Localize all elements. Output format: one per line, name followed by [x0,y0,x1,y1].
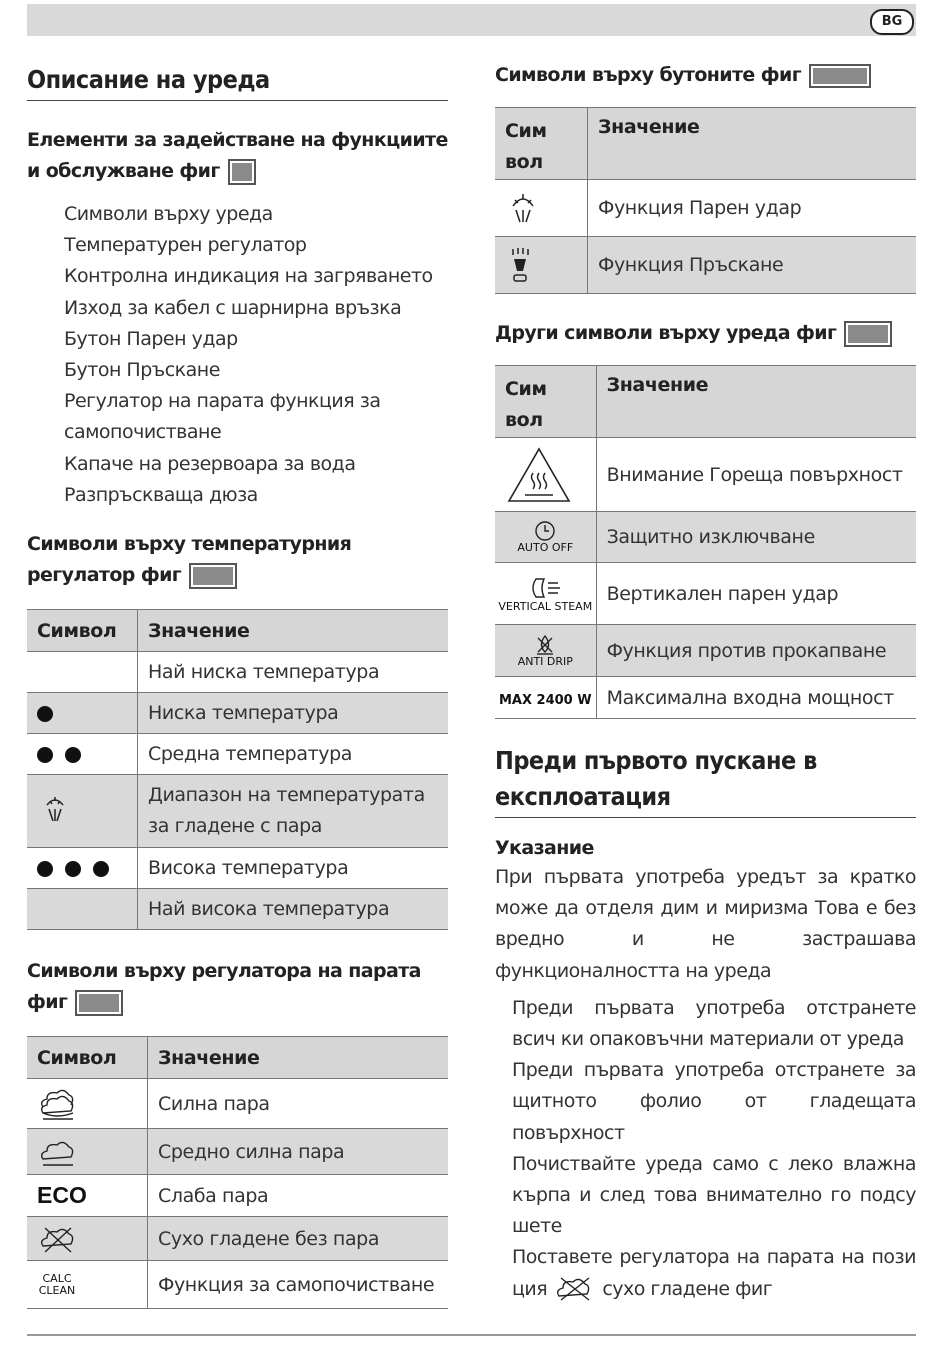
table-row [27,1079,448,1129]
symbol-cell [27,1079,148,1129]
column-header-meaning: Значение [596,366,916,438]
dot-icon [93,861,109,877]
language-badge: BG [870,9,914,35]
list-item: Символи върху уреда [64,203,273,225]
table-row [495,512,916,563]
table-row [495,677,916,719]
meaning-cell: Най ниска температура [138,652,449,693]
footer-rule [27,1334,916,1336]
meaning-cell: Функция против прокапване [596,625,916,677]
buttons-heading: Символи върху бутоните фиг [495,60,916,91]
steps-list [512,993,916,1305]
max-power-label: MAX 2400 W [499,692,592,708]
list-item: Преди първата употреба отстранете всич ки опаковъчни материали от уреда [512,996,916,1051]
list-item: Бутон Парен удар [64,327,238,350]
other-symbol-table [495,365,916,719]
list-item: Регулатор на парата функция за самопочистване [64,390,381,444]
table-row [27,1217,448,1261]
symbol-cell [495,180,588,237]
table-row [27,1261,448,1309]
symbol-cell [495,677,596,719]
note-text: При първата употреба уредът за кратко може да отделя дим и миризма Това е без вредно и не застрашава функционалността на уреда [495,866,916,982]
temp-symbol-table [27,609,448,930]
dot-icon [65,861,81,877]
spray-icon [505,245,535,285]
note-heading: Указание [495,837,594,859]
controls-heading-block [27,125,448,187]
column-header-symbol: Символ [27,610,138,652]
medium-steam-icon [37,1137,77,1167]
list-item: Преди първата употреба отстранете за щитното фолио от гладещата повърхност [512,1059,916,1144]
symbol-cell [495,237,588,294]
column-header-meaning: Значение [138,610,449,652]
figure-ref-box [189,563,237,589]
auto-off-label: AUTO OFF [517,541,574,554]
symbol-cell [27,693,138,734]
meaning-cell: Функция Пръскане [588,237,917,294]
meaning-cell: Силна пара [148,1079,449,1129]
temp-heading: Символи върху температурния регулатор фиг [27,529,448,591]
meaning-cell: Средно силна пара [148,1129,449,1175]
meaning-cell: Диапазон на температурата за гладене с пара [138,775,449,848]
meaning-cell: Най висока температура [138,889,449,930]
symbol-cell [27,734,138,775]
table-row [495,563,916,625]
table-header-row [495,108,916,180]
table-header-row [495,366,916,438]
table-header-row [27,610,448,652]
auto-off-icon [533,520,557,542]
meaning-cell: Вертикален парен удар [596,563,916,625]
hot-surface-warning-icon [505,445,573,505]
last-step-text-2: сухо гладене фиг [602,1277,773,1300]
steam-iron-icon [37,793,73,829]
dot-icon [37,747,53,763]
symbol-cell [27,1175,148,1217]
left-column [27,62,448,1309]
figure-ref-box [75,990,123,1016]
dot-icon [37,861,53,877]
table-row [27,1129,448,1175]
table-row [27,652,448,693]
section-title: Описание на уреда [27,62,448,101]
column-header-meaning: Значение [588,108,917,180]
figure-ref-box [809,64,871,88]
steam-heading: Символи върху регулатора на парата фиг [27,956,448,1018]
symbol-cell [27,1129,148,1175]
table-row [27,848,448,889]
symbol-cell [495,563,596,625]
figure-ref-box [844,321,892,347]
symbol-cell [27,1217,148,1261]
anti-drip-icon [532,634,558,656]
strong-steam-icon [37,1087,77,1121]
list-item: Разпръскваща дюза [64,483,258,506]
vertical-steam-label: VERTICAL STEAM [498,599,593,613]
dot-icon [65,747,81,763]
meaning-cell: Сухо гладене без пара [148,1217,449,1261]
column-header-symbol: Символ [27,1037,148,1079]
table-header-row [27,1037,448,1079]
symbol-cell [27,775,138,848]
list-item: Изход за кабел с шарнирна връзка [64,296,402,319]
table-row [27,734,448,775]
symbol-cell [495,625,596,677]
vertical-steam-icon [528,575,562,601]
table-row [495,237,916,294]
steam-symbol-table [27,1036,448,1309]
list-item: Контролна индикация на загряването [64,265,433,288]
meaning-cell: Максимална входна мощност [596,677,916,719]
dry-iron-icon [553,1276,597,1302]
table-row [27,693,448,734]
dry-iron-icon [37,1224,79,1254]
table-row [495,625,916,677]
controls-list [64,199,448,511]
list-item: Бутон Пръскане [64,359,220,382]
controls-heading: Елементи за задействане на функциите и обслужване фиг [27,125,448,187]
dot-icon [37,706,53,722]
meaning-cell: Защитно изключване [596,512,916,563]
list-item: Почиствайте уреда само с леко влажна кърпа и след това внимателно го подсу шете [512,1152,916,1238]
anti-drip-label: ANTI DRIP [517,654,573,668]
meaning-cell: Средна температура [138,734,449,775]
table-row [27,889,448,930]
meaning-cell: Функция за самопочистване [148,1261,449,1309]
table-row [495,438,916,512]
column-header-symbol: Сим вол [495,366,596,438]
meaning-cell: Внимание Гореща повърхност [596,438,916,512]
last-step-text: Поставете регулатора на парата на пози ция [512,1246,916,1300]
symbol-cell [27,889,138,930]
symbol-cell [495,512,596,563]
list-item: Температурен регулатор [64,234,307,257]
list-item: Капаче на резервоара за вода [64,452,356,475]
symbol-cell [27,1261,148,1309]
eco-label: ECO [37,1182,87,1209]
figure-ref-box [228,159,256,185]
symbol-cell [27,848,138,889]
table-row [27,1175,448,1217]
header-bar [27,4,916,36]
column-header-symbol: Сим вол [495,108,588,180]
meaning-cell: Функция Парен удар [588,180,917,237]
meaning-cell: Слаба пара [148,1175,449,1217]
before-use-title: Преди първото пускане в експлоатация [495,743,916,818]
symbol-cell [27,652,138,693]
steam-burst-icon [505,190,541,226]
symbol-cell [495,438,596,512]
column-header-meaning: Значение [148,1037,449,1079]
list-item [512,1242,916,1304]
table-row [495,180,916,237]
buttons-symbol-table [495,107,916,294]
meaning-cell: Висока температура [138,848,449,889]
meaning-cell: Ниска температура [138,693,449,734]
calc-clean-label: CALC CLEAN [38,1271,76,1297]
other-heading: Други символи върху уреда фиг [495,318,916,349]
right-column [495,62,916,1305]
table-row [27,775,448,848]
